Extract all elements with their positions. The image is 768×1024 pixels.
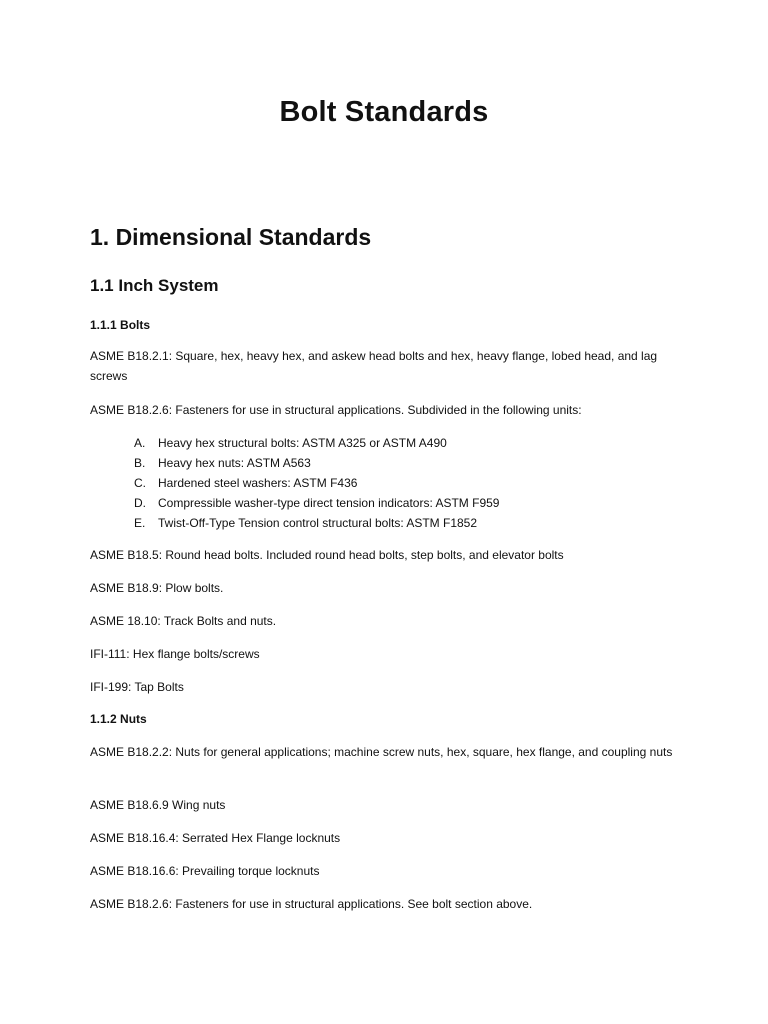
bolts-heading: 1.1.1 Bolts — [90, 318, 151, 332]
list-item — [134, 513, 499, 533]
list-marker: D. — [134, 496, 146, 510]
list-item-text: Heavy hex nuts: ASTM A563 — [158, 456, 311, 470]
paragraph-b18-2-2: ASME B18.2.2: Nuts for general applications; machine screw nuts, hex, square, hex flange, and coupling nuts — [90, 745, 673, 759]
paragraph-b18-9: ASME B18.9: Plow bolts. — [90, 581, 224, 595]
paragraph-b18-6-9: ASME B18.6.9 Wing nuts — [90, 798, 226, 812]
list-marker: E. — [134, 516, 146, 530]
paragraph-b18-16-4: ASME B18.16.4: Serrated Hex Flange locknuts — [90, 831, 341, 845]
paragraph-b18-2-6: ASME B18.2.6: Fasteners for use in structural applications. Subdivided in the following units: — [90, 403, 582, 417]
structural-units-list — [134, 433, 499, 533]
paragraph-b18-5: ASME B18.5: Round head bolts. Included round head bolts, step bolts, and elevator bolts — [90, 548, 564, 562]
section-heading: 1. Dimensional Standards — [90, 224, 372, 250]
paragraph-b18-2-1: ASME B18.2.1: Square, hex, heavy hex, and askew head bolts and hex, heavy flange, lobed head, and lag screws — [90, 349, 658, 383]
list-item — [134, 453, 499, 473]
nuts-heading: 1.1.2 Nuts — [90, 712, 147, 726]
list-item-text: Hardened steel washers: ASTM F436 — [158, 476, 358, 490]
list-item-text: Twist-Off-Type Tension control structural bolts: ASTM F1852 — [158, 516, 478, 530]
paragraph-18-10: ASME 18.10: Track Bolts and nuts. — [90, 614, 277, 628]
list-item — [134, 433, 499, 453]
subsection-heading: 1.1 Inch System — [90, 276, 219, 295]
paragraph-ifi-199: IFI-199: Tap Bolts — [90, 680, 184, 694]
list-item — [134, 493, 499, 513]
list-marker: C. — [134, 476, 146, 490]
list-marker: B. — [134, 456, 146, 470]
list-item — [134, 473, 499, 493]
list-marker: A. — [134, 436, 146, 450]
list-item-text: Compressible washer-type direct tension indicators: ASTM F959 — [158, 496, 500, 510]
paragraph-ifi-111: IFI-111: Hex flange bolts/screws — [90, 647, 260, 661]
list-item-text: Heavy hex structural bolts: ASTM A325 or ASTM A490 — [158, 436, 447, 450]
document-title: Bolt Standards — [279, 96, 489, 128]
paragraph-b18-16-6: ASME B18.16.6: Prevailing torque locknuts — [90, 864, 320, 878]
paragraph-b18-2-6-nuts: ASME B18.2.6: Fasteners for use in structural applications. See bolt section above. — [90, 897, 533, 911]
